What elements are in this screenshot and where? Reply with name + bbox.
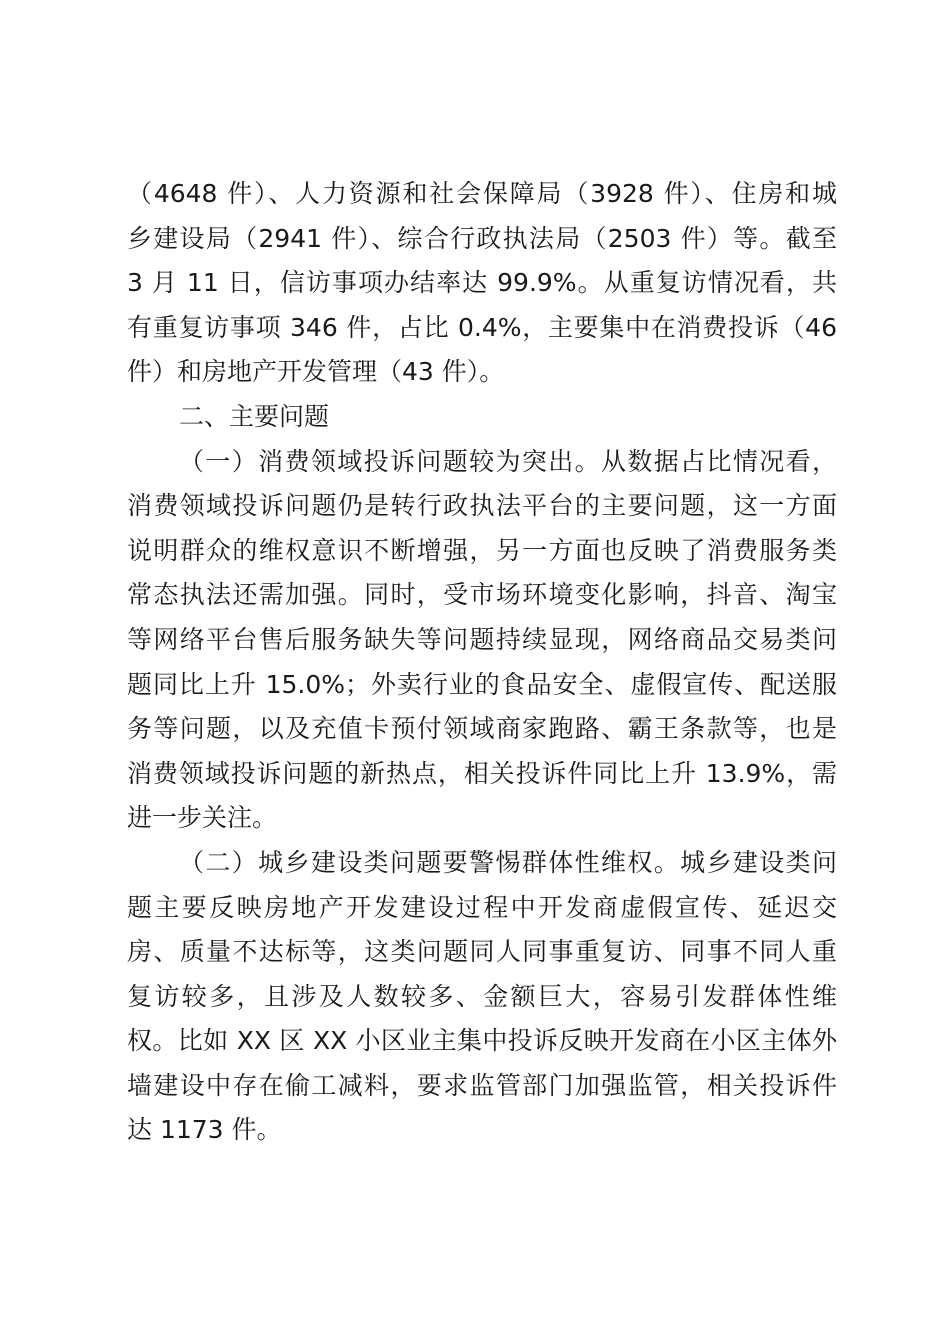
text-line: 消费领域投诉问题仍是转行政执法平台的主要问题，这一方面 bbox=[127, 491, 837, 521]
text-line: 有重复访事项 346 件，占比 0.4%，主要集中在消费投诉（46 bbox=[127, 312, 837, 342]
subsection-heading-line: （二）城乡建设类问题要警惕群体性维权。城乡建设类问 bbox=[179, 847, 837, 877]
text-line: 件）和房地产开发管理（43 件）。 bbox=[127, 357, 505, 387]
text-line: 复访较多，且涉及人数较多、金额巨大，容易引发群体性维 bbox=[127, 981, 837, 1011]
text-line: 务等问题，以及充值卡预付领域商家跑路、霸王条款等，也是 bbox=[127, 714, 837, 744]
section-heading: 二、主要问题 bbox=[179, 401, 330, 431]
text-line: 达 1173 件。 bbox=[127, 1115, 282, 1145]
text-line: 等网络平台售后服务缺失等问题持续显现，网络商品交易类问 bbox=[127, 624, 837, 654]
text-line: 墙建设中存在偷工减料，要求监管部门加强监管，相关投诉件 bbox=[127, 1070, 837, 1100]
subsection-heading-line: （一）消费领域投诉问题较为突出。从数据占比情况看， bbox=[179, 446, 837, 476]
text-line: 进一步关注。 bbox=[127, 803, 278, 833]
text-line: 3 月 11 日，信访事项办结率达 99.9%。从重复访情况看，共 bbox=[127, 268, 837, 298]
text-line: 常态执法还需加强。同时，受市场环境变化影响，抖音、淘宝 bbox=[127, 580, 837, 610]
text-line: （4648 件）、人力资源和社会保障局（3928 件）、住房和城 bbox=[127, 179, 837, 208]
text-line: 乡建设局（2941 件）、综合行政执法局（2503 件）等。截至 bbox=[127, 223, 837, 253]
text-line: 题主要反映房地产开发建设过程中开发商虚假宣传、延迟交 bbox=[127, 892, 837, 922]
text-line: 说明群众的维权意识不断增强，另一方面也反映了消费服务类 bbox=[127, 535, 837, 565]
text-line: 题同比上升 15.0%；外卖行业的食品安全、虚假宣传、配送服 bbox=[127, 669, 837, 699]
text-line: 房、质量不达标等，这类问题同人同事重复访、同事不同人重 bbox=[127, 937, 837, 967]
text-line: 权。比如 XX 区 XX 小区业主集中投诉反映开发商在小区主体外 bbox=[127, 1026, 837, 1056]
text-line: 消费领域投诉问题的新热点，相关投诉件同比上升 13.9%，需 bbox=[127, 758, 837, 788]
body-text bbox=[127, 172, 837, 1153]
